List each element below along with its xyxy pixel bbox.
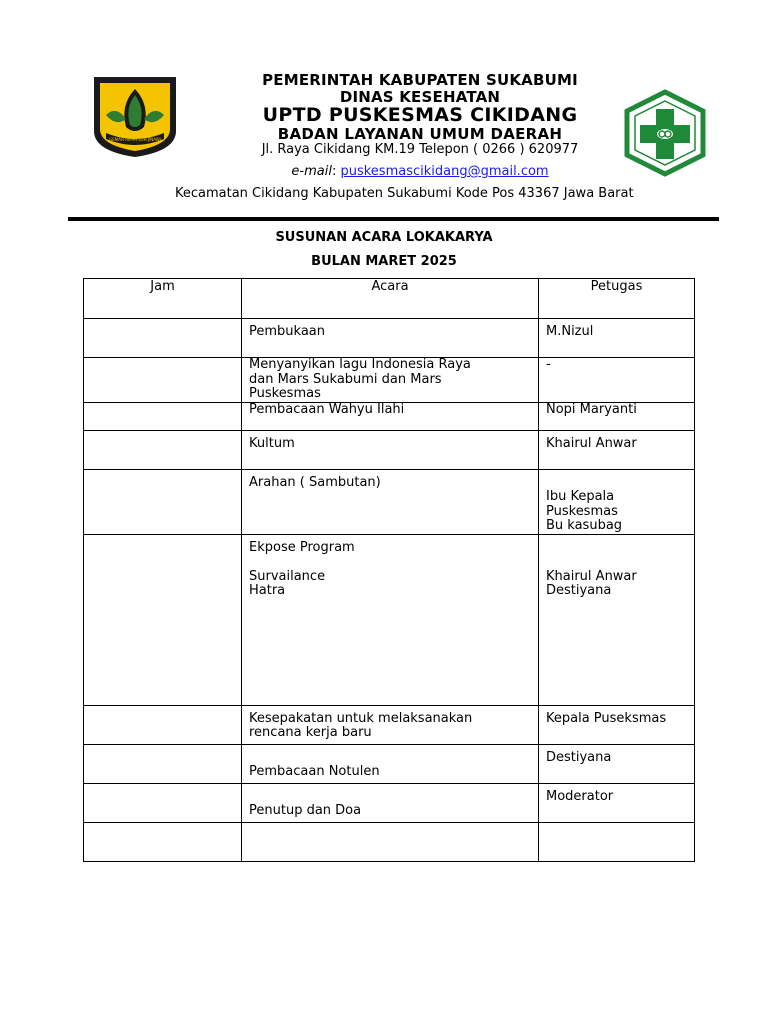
header-address: Jl. Raya Cikidang KM.19 Telepon ( 0266 ) 620977 — [261, 142, 579, 157]
cell-jam — [84, 705, 242, 744]
cell-acara — [242, 469, 539, 534]
cell-acara — [242, 402, 539, 430]
cell-jam-line — [91, 790, 234, 805]
cell-petugas — [539, 783, 695, 822]
table-row — [84, 430, 695, 469]
cell-petugas — [539, 534, 695, 705]
cell-acara-line: Menyanyikan lagu Indonesia Raya — [249, 357, 471, 372]
cell-jam — [84, 469, 242, 534]
cell-jam — [84, 534, 242, 705]
table-row — [84, 705, 695, 744]
header-line-agency: BADAN LAYANAN UMUM DAERAH — [277, 125, 563, 143]
column-header-jam: Jam — [84, 279, 242, 319]
cell-jam — [84, 783, 242, 822]
cell-jam — [84, 402, 242, 430]
cell-acara-line: Hatra — [249, 583, 286, 598]
document-subtitle: BULAN MARET 2025 — [311, 254, 457, 269]
cell-acara-line: Pembacaan Wahyu Ilahi — [249, 401, 405, 417]
column-header-acara: Acara — [242, 279, 539, 319]
cell-jam-line — [91, 829, 234, 844]
cell-acara-line — [249, 790, 531, 805]
cell-acara — [242, 319, 539, 358]
cell-jam-line — [91, 325, 234, 340]
cell-acara-line: Arahan ( Sambutan) — [249, 474, 381, 490]
cell-acara-line: Penutup dan Doa — [249, 803, 362, 818]
cell-acara — [242, 783, 539, 822]
cell-acara-line — [249, 829, 531, 844]
cell-jam — [84, 358, 242, 403]
cell-acara — [242, 534, 539, 705]
column-header-petugas: Petugas — [539, 279, 695, 319]
cell-jam — [84, 822, 242, 861]
cell-acara — [242, 358, 539, 403]
header-divider — [68, 217, 719, 221]
cell-acara-line — [249, 555, 531, 570]
cell-acara — [242, 705, 539, 744]
document-title: SUSUNAN ACARA LOKAKARYA — [275, 230, 493, 245]
table-row — [84, 783, 695, 822]
cell-jam — [84, 319, 242, 358]
table-row — [84, 319, 695, 358]
cell-acara-line: Pembukaan — [249, 324, 326, 339]
cell-jam-line — [91, 437, 234, 452]
email-label: e-mail — [291, 164, 332, 179]
cell-petugas-line: Destiyana — [546, 749, 612, 765]
cell-acara-line: Kesepakatan untuk melaksanakan — [249, 710, 473, 726]
cell-jam-line — [91, 476, 234, 491]
cell-petugas-line: - — [546, 357, 551, 372]
table-header-row — [84, 279, 695, 319]
table-row — [84, 822, 695, 861]
cell-petugas — [539, 469, 695, 534]
cell-jam — [84, 430, 242, 469]
kabupaten-sukabumi-emblem — [92, 75, 178, 159]
cell-petugas-line: Nopi Maryanti — [546, 401, 637, 417]
cell-petugas-line — [546, 476, 687, 491]
cell-petugas-line: Destiyana — [546, 583, 612, 598]
cell-petugas-line: Khairul Anwar — [546, 435, 637, 451]
header-line-department: DINAS KESEHATAN — [339, 88, 501, 106]
cell-acara-line: Survailance — [249, 568, 326, 584]
cell-petugas — [539, 705, 695, 744]
cell-petugas — [539, 402, 695, 430]
cell-petugas-line: Moderator — [546, 788, 614, 804]
header-email-line — [168, 164, 672, 179]
header-line-government: PEMERINTAH KABUPATEN SUKABUMI — [262, 71, 578, 89]
email-link[interactable]: puskesmascikidang@gmail.com — [340, 164, 549, 179]
cell-petugas — [539, 430, 695, 469]
table-row — [84, 534, 695, 705]
cell-acara — [242, 822, 539, 861]
cell-acara-line: Pembacaan Notulen — [249, 764, 380, 779]
cell-acara-line: Kultum — [249, 435, 295, 451]
cell-acara-line: rencana kerja baru — [249, 725, 372, 740]
cell-petugas — [539, 319, 695, 358]
cell-jam — [84, 744, 242, 783]
table-row — [84, 402, 695, 430]
table-row — [84, 358, 695, 403]
cell-petugas-line: Kepala Puseksmas — [546, 710, 667, 726]
cell-jam-line — [91, 712, 234, 727]
cell-petugas-line — [546, 829, 687, 844]
cell-petugas-line — [546, 541, 687, 556]
cell-petugas — [539, 358, 695, 403]
cell-petugas-line: Khairul Anwar — [546, 568, 637, 584]
header-line-institution: UPTD PUSKESMAS CIKIDANG — [262, 104, 578, 126]
cell-petugas-line: Puskesmas — [546, 503, 618, 519]
table-row — [84, 744, 695, 783]
cell-petugas-line — [546, 555, 687, 570]
cell-petugas-line: Ibu Kepala — [546, 489, 615, 504]
email-colon: : — [331, 164, 337, 179]
cell-jam-line — [91, 403, 234, 418]
cell-petugas — [539, 744, 695, 783]
cell-petugas — [539, 822, 695, 861]
table-row — [84, 469, 695, 534]
agenda-table — [83, 278, 695, 862]
cell-acara-line — [249, 751, 531, 766]
cell-acara-line: Ekpose Program — [249, 539, 355, 555]
cell-jam-line — [91, 541, 234, 556]
cell-petugas-line: M.Nizul — [546, 324, 594, 339]
cell-jam-line — [91, 358, 234, 373]
cell-acara — [242, 744, 539, 783]
cell-petugas-line: Bu kasubag — [546, 518, 623, 533]
cell-jam-line — [91, 751, 234, 766]
cell-acara — [242, 430, 539, 469]
cell-acara-line: Puskesmas — [249, 386, 321, 401]
cell-acara-line: dan Mars Sukabumi dan Mars — [249, 371, 442, 387]
svg-text:GEMAH RIPAH LOH JINAWI: GEMAH RIPAH LOH JINAWI — [109, 137, 161, 142]
header-district: Kecamatan Cikidang Kabupaten Sukabumi Kode Pos 43367 Jawa Barat — [175, 186, 634, 201]
